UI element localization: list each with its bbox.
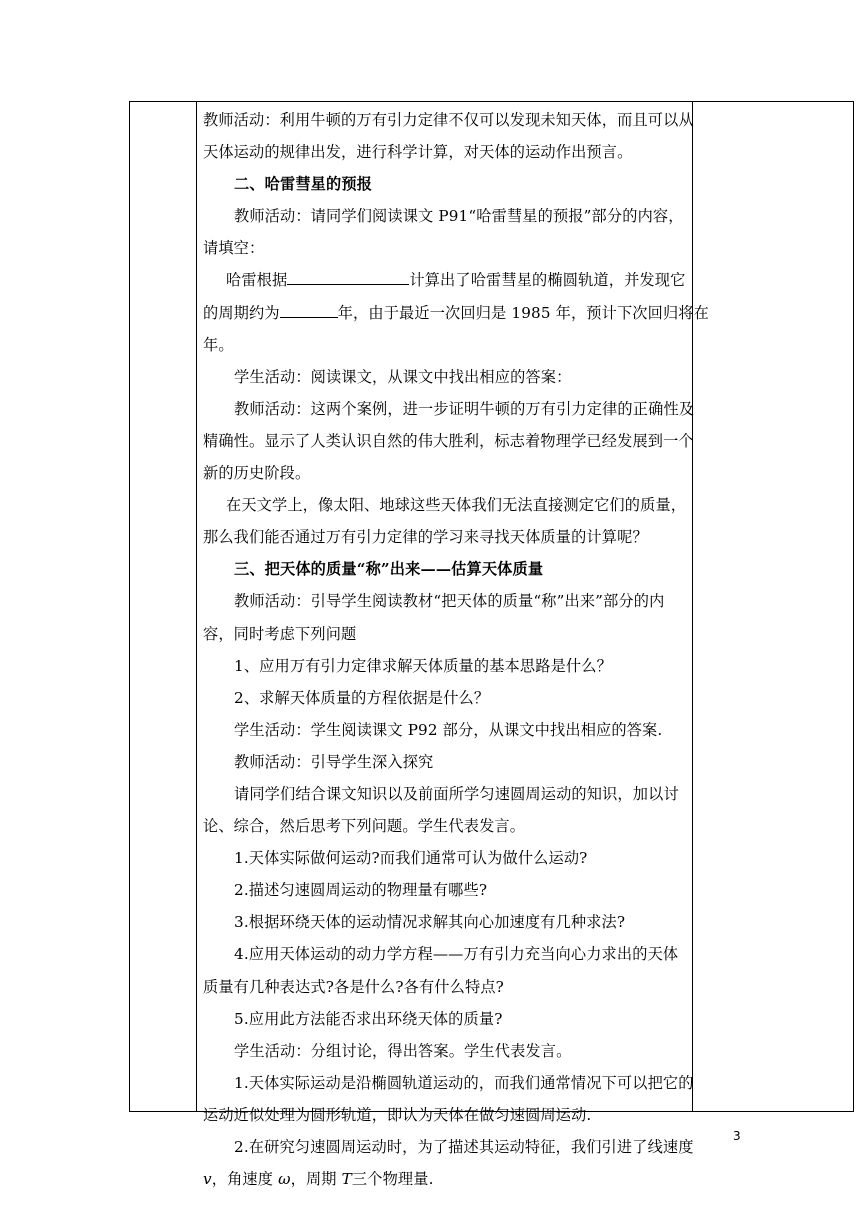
fill-blank-line: 的周期约为 年，由于最近一次回归是 1985 年，预计下次回归将在 — [203, 303, 709, 322]
question-item: 1.天体实际做何运动?而我们通常可认为做什么运动? — [234, 849, 588, 868]
text-line: 学生活动：学生阅读课文 P92 部分，从课文中找出相应的答案. — [234, 720, 663, 739]
text-line: 教师活动：引导学生深入探究 — [234, 752, 434, 771]
answer-blank — [280, 303, 338, 318]
text-line: 论、综合，然后思考下列问题。学生代表发言。 — [203, 817, 526, 836]
text-line: v，角速度 ω，周期 T三个物理量. — [203, 1170, 434, 1189]
text-line: 质量有几种表达式?各是什么?各有什么特点? — [203, 977, 504, 996]
text-line: 教师活动：这两个案例，进一步证明牛顿的万有引力定律的正确性及 — [234, 399, 695, 418]
lesson-table — [129, 101, 854, 1189]
text-line: 新的历史阶段。 — [203, 464, 311, 483]
question-item: 5.应用此方法能否求出环绕天体的质量? — [234, 1009, 503, 1028]
text-line: 年。 — [203, 335, 234, 354]
text-line: 天体运动的规律出发，进行科学计算，对天体的运动作出预言。 — [203, 143, 633, 162]
text-line: 在天文学上，像太阳、地球这些天体我们无法直接测定它们的质量， — [226, 496, 687, 515]
section-heading: 二、哈雷彗星的预报 — [234, 175, 373, 194]
text-line: 容，同时考虑下列问题 — [203, 624, 357, 643]
text-line: 那么我们能否通过万有引力定律的学习来寻找天体质量的计算呢？ — [203, 528, 648, 547]
text-line: 学生活动：阅读课文，从课文中找出相应的答案： — [234, 367, 572, 386]
answer-blank — [287, 270, 409, 285]
question-item: 1、应用万有引力定律求解天体质量的基本思路是什么？ — [234, 656, 612, 675]
text-line: 请同学们结合课文知识以及前面所学匀速圆周运动的知识，加以讨 — [234, 784, 679, 803]
question-item: 2.描述匀速圆周运动的物理量有哪些? — [234, 881, 488, 900]
text-line: 运动近似处理为圆形轨道，即认为天体在做匀速圆周运动. — [203, 1105, 592, 1124]
section-heading: 三、把天体的质量“称”出来——估算天体质量 — [234, 560, 544, 579]
answer-item: 2.在研究匀速圆周运动时，为了描述其运动特征，我们引进了线速度 — [234, 1138, 694, 1156]
text-line: 学生活动：分组讨论，得出答案。学生代表发言。 — [234, 1041, 572, 1060]
text-line: 教师活动：引导学生阅读教材“把天体的质量“称”出来”部分的内 — [234, 592, 665, 611]
main-content-column — [197, 102, 709, 1189]
text-line: 教师活动：利用牛顿的万有引力定律不仅可以发现未知天体，而且可以从 — [203, 111, 694, 129]
page-number: 3 — [733, 1129, 741, 1143]
text-line: 请填空： — [203, 239, 265, 258]
fill-blank-line: 哈雷根据 计算出了哈雷彗星的椭圆轨道，并发现它 — [226, 271, 686, 290]
answer-item: 1.天体实际运动是沿椭圆轨道运动的，而我们通常情况下可以把它的 — [234, 1073, 694, 1092]
text-line: 精确性。显示了人类认识自然的伟大胜利，标志着物理学已经发展到一个 — [203, 431, 694, 450]
text-line: 教师活动：请同学们阅读课文 P91“哈雷彗星的预报”部分的内容， — [234, 207, 684, 226]
left-column — [130, 102, 197, 1111]
right-column — [693, 102, 853, 1111]
question-item: 4.应用天体运动的动力学方程——万有引力充当向心力求出的天体 — [234, 945, 679, 964]
question-item: 2、求解天体质量的方程依据是什么？ — [234, 688, 490, 707]
question-item: 3.根据环绕天体的运动情况求解其向心加速度有几种求法? — [234, 913, 626, 932]
